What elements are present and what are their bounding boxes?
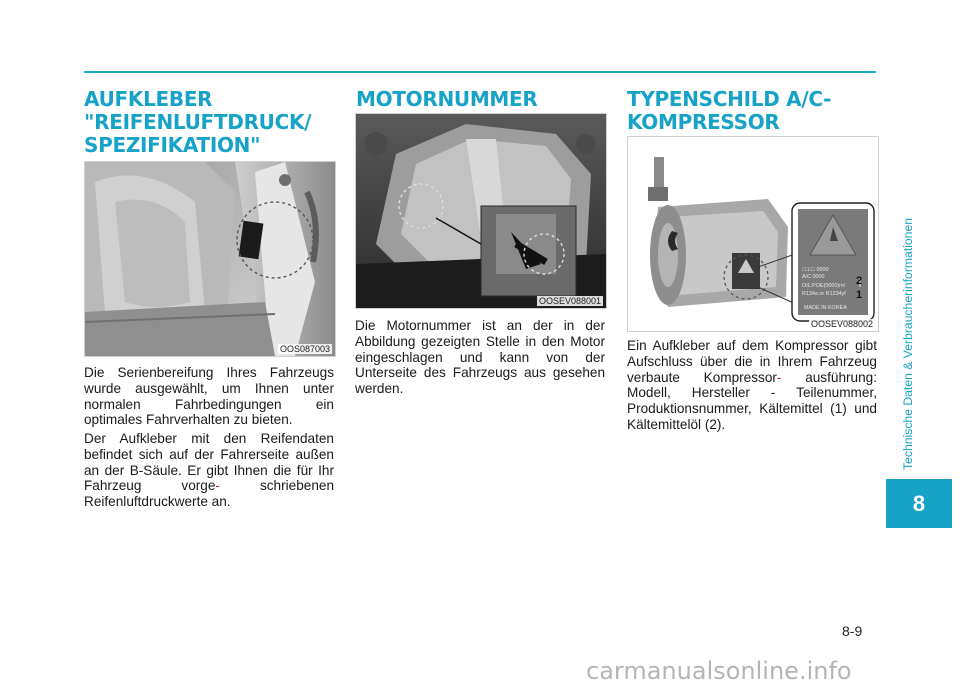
figure-code: OOSEV088001 xyxy=(538,296,601,306)
engine-illustration xyxy=(356,114,606,308)
b-pillar-illustration xyxy=(85,162,335,356)
text-part: Der Aufkleber mit den Reifendaten befindet sich auf der Fahrerseite außen an der B-Säule. Er gibt Ihnen die für Ihr Fahrzeug vorge xyxy=(84,431,334,494)
figure-ac-compressor xyxy=(627,136,879,332)
section-side-label: Technische Daten & Verbraucherinformationen xyxy=(901,217,915,470)
chapter-tab: 8 xyxy=(886,479,952,528)
heading-ac-compressor: TYPENSCHILD A/C- KOMPRESSOR xyxy=(627,87,832,134)
compressor-illustration xyxy=(628,137,878,331)
watermark: carmanualsonline.info xyxy=(586,657,852,685)
heading-tire-pressure-label: AUFKLEBER "REIFENLUFTDRUCK/ SPEZIFIKATION" xyxy=(84,87,312,157)
heading-engine-number: MOTORNUMMER xyxy=(356,87,538,111)
figure-code: OOSEV088002 xyxy=(810,319,873,329)
label-text-line2: A/C 0000 xyxy=(802,274,825,280)
top-rule xyxy=(84,71,876,73)
paragraph-tire-location xyxy=(84,431,334,510)
text-part: Ein Aufkleber auf dem Kompressor gibt Aufschluss über die in Ihrem Fahrzeug verbaute Kompressor xyxy=(627,338,877,385)
label-text-line1: □□□□ 0000 xyxy=(802,267,829,273)
hyphen-mark: - xyxy=(776,369,782,385)
label-text-line3: OIL:POE(0000)ml xyxy=(802,283,845,289)
label-text-line4: R134a or R1234yf xyxy=(802,291,846,297)
figure-b-pillar xyxy=(84,161,336,357)
text-part: schriebenen Reifenluftdruckwerte an. xyxy=(84,478,334,510)
figure-engine xyxy=(355,113,607,309)
hyphen-mark: - xyxy=(215,478,220,494)
callout-number-2: 2 xyxy=(856,275,863,287)
text-part: ausführung: Modell, Hersteller - Teilenummer, Produktionsnummer, Kältemittel (1) und Kältemittelöl (2). xyxy=(627,369,877,432)
paragraph-ac-compressor xyxy=(627,338,877,433)
paragraph-engine-number: Die Motornummer ist an der in der Abbildung gezeigten Stelle in den Motor eingeschlagen und kann von der Unterseite des Fahrzeugs aus gesehen werden. xyxy=(355,318,605,397)
callout-number-1: 1 xyxy=(856,289,863,301)
label-text-line5: MADE IN KOREA xyxy=(804,305,847,311)
page-number: 8-9 xyxy=(842,623,863,639)
paragraph-tire-intro: Die Serienbereifung Ihres Fahrzeugs wurde ausgewählt, um Ihnen unter normalen Fahrbedingungen ein optimales Fahrverhalten zu bieten. xyxy=(84,365,334,428)
figure-code: OOS087003 xyxy=(279,344,330,354)
